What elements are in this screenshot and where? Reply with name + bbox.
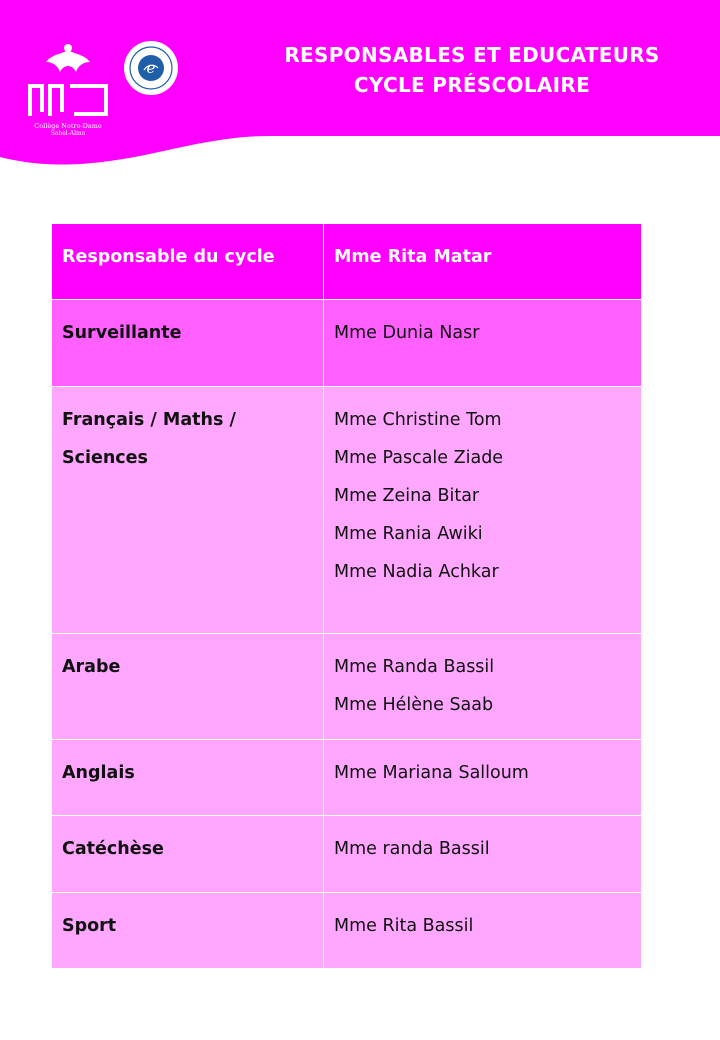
page-title-line1: RESPONSABLES ET EDUCATEURS — [284, 43, 660, 67]
staff-name: Mme Zeina Bitar — [334, 486, 480, 506]
school-logo — [22, 32, 114, 136]
subject-label: Surveillante — [62, 323, 182, 343]
staff-name: Mme randa Bassil — [334, 839, 490, 859]
table-row — [52, 387, 642, 634]
subject-label: Français / Maths / — [62, 410, 236, 430]
subject-cell — [52, 387, 324, 634]
subject-cell — [52, 634, 324, 740]
subject-cell — [52, 300, 324, 387]
subject-label: Sciences — [62, 448, 148, 468]
table-row — [52, 300, 642, 387]
page-title-line2: CYCLE PRÉSCOLAIRE — [353, 73, 591, 97]
header-names-cell — [324, 224, 642, 300]
header-name: Mme Rita Matar — [334, 247, 492, 267]
subject-label: Sport — [62, 916, 117, 936]
header-subject-cell — [52, 224, 324, 300]
subject-label: Catéchèse — [62, 839, 164, 859]
school-logo-caption-line1: Collège Notre-Dame — [34, 122, 102, 130]
staff-name: Mme Rania Awiki — [334, 524, 483, 544]
staff-name: Mme Randa Bassil — [334, 657, 495, 677]
table-row — [52, 893, 642, 969]
names-cell — [324, 893, 642, 969]
label-france-education-logo — [123, 40, 179, 96]
names-cell — [324, 740, 642, 816]
staff-name: Mme Nadia Achkar — [334, 562, 499, 582]
subject-label: Arabe — [62, 657, 121, 677]
staff-table — [51, 223, 642, 969]
table-row — [52, 634, 642, 740]
school-logo-caption-line2: Sahel-Alma — [50, 130, 86, 136]
names-cell — [324, 634, 642, 740]
staff-name: Mme Pascale Ziade — [334, 448, 504, 468]
names-cell — [324, 300, 642, 387]
label-logo-letter: e — [146, 59, 156, 77]
names-cell — [324, 387, 642, 634]
names-cell — [324, 816, 642, 893]
table-row — [52, 740, 642, 816]
staff-name: Mme Hélène Saab — [334, 695, 494, 715]
subject-cell — [52, 816, 324, 893]
page-title — [270, 40, 674, 100]
staff-name: Mme Christine Tom — [334, 410, 502, 430]
table-header-row — [52, 224, 642, 300]
table-row — [52, 816, 642, 893]
header-subject-label: Responsable du cycle — [62, 247, 275, 267]
subject-label: Anglais — [62, 763, 135, 783]
staff-name: Mme Dunia Nasr — [334, 323, 480, 343]
staff-name: Mme Rita Bassil — [334, 916, 474, 936]
subject-cell — [52, 893, 324, 969]
staff-name: Mme Mariana Salloum — [334, 763, 529, 783]
subject-cell — [52, 740, 324, 816]
